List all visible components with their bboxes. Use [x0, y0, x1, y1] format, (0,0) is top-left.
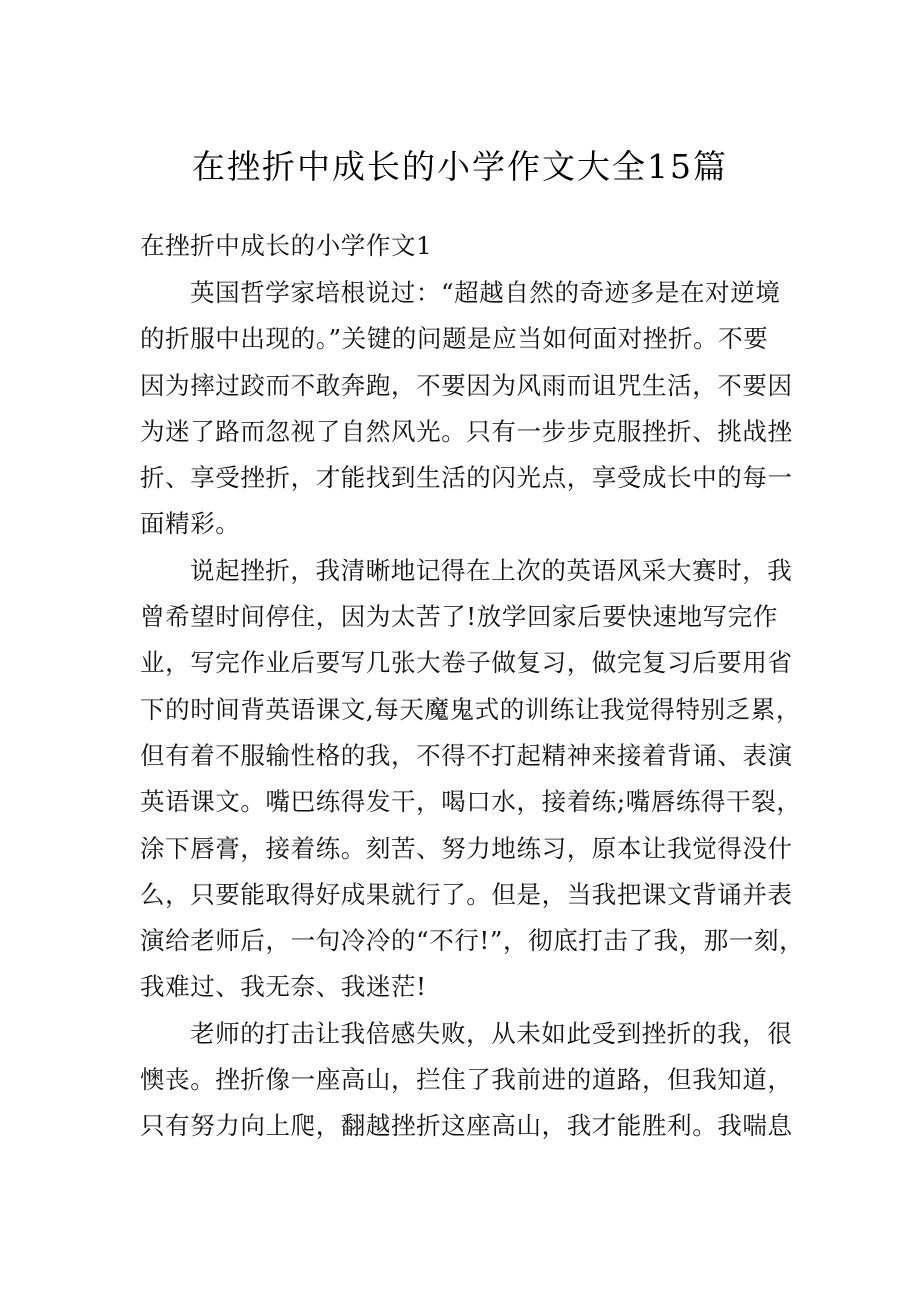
paragraph-2	[140, 548, 805, 1011]
paragraph-line: 说起挫折，我清晰地记得在上次的英语风采大赛时，我	[190, 555, 793, 585]
paragraph-line: 为迷了路而忽视了自然风光。只有一步步克服挫折、挑战挫	[140, 416, 793, 446]
paragraph-line: 曾希望时间停住，因为太苦了!放学回家后要快速地写完作	[140, 602, 778, 632]
document-title: 在挫折中成长的小学作文大全15篇	[192, 147, 728, 186]
paragraph-line: 的折服中出现的。”关键的问题是应当如何面对挫折。不要	[140, 324, 769, 354]
document-body	[140, 222, 805, 1150]
paragraph-line: 懊丧。挫折像一座高山，拦住了我前进的道路，但我知道，	[140, 1065, 793, 1095]
paragraph-line: 只有努力向上爬，翻越挫折这座高山，我才能胜利。我喘息	[140, 1111, 793, 1141]
paragraph-line: 演给老师后，一句冷冷的“不行!”，彻底打击了我，那一刻，	[140, 926, 805, 956]
paragraph-line: 英语课文。嘴巴练得发干，喝口水，接着练;嘴唇练得干裂，	[140, 787, 802, 817]
paragraph-line: 下的时间背英语课文,每天魔鬼式的训练让我觉得特别乏累，	[140, 694, 801, 724]
paragraph-line: 英国哲学家培根说过：“超越自然的奇迹多是在对逆境	[190, 278, 781, 307]
paragraph-line: 因为摔过跤而不敢奔跑，不要因为风雨而诅咒生活，不要因	[140, 370, 793, 400]
paragraph-3	[140, 1011, 793, 1150]
paragraph-line: 但有着不服输性格的我，不得不打起精神来接着背诵、表演	[140, 740, 793, 770]
paragraph-line: 我难过、我无奈、我迷茫!	[140, 972, 427, 1002]
paragraph-line: 么，只要能取得好成果就行了。但是，当我把课文背诵并表	[140, 879, 793, 909]
paragraph-1	[140, 270, 793, 548]
paragraph-line: 面精彩。	[140, 509, 241, 539]
section-heading: 在挫折中成长的小学作文1	[140, 231, 433, 260]
paragraph-line: 涂下唇膏，接着练。刻苦、努力地练习，原本让我觉得没什	[140, 833, 793, 863]
paragraph-line: 老师的打击让我倍感失败，从未如此受到挫折的我，很	[190, 1018, 793, 1048]
paragraph-line: 业，写完作业后要写几张大卷子做复习，做完复习后要用省	[140, 648, 793, 678]
paragraph-line: 折、享受挫折，才能找到生活的闪光点，享受成长中的每一	[140, 463, 793, 493]
